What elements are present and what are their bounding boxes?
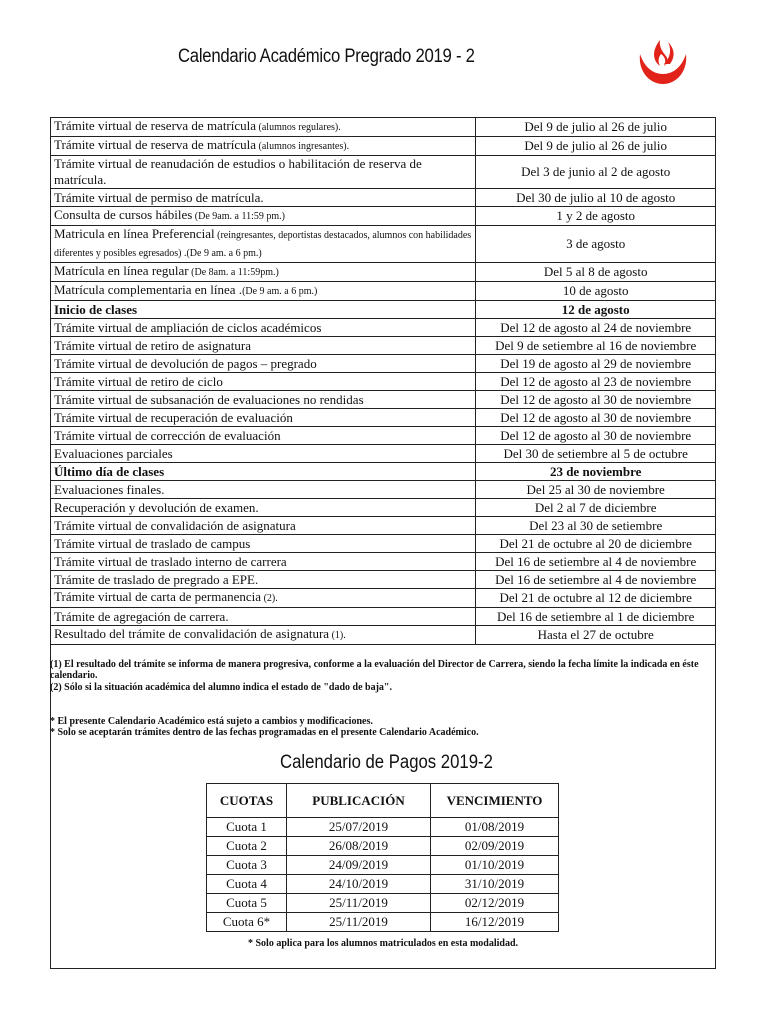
date-cell: Del 23 al 30 de setiembre: [476, 517, 716, 535]
footnote-3: * El presente Calendario Académico está sujeto a cambios y modificaciones.: [50, 716, 373, 727]
activity-label: Matrícula en línea regular: [54, 263, 189, 278]
date-cell: Del 30 de setiembre al 5 de octubre: [476, 445, 716, 463]
upc-flame-logo-icon: [634, 30, 692, 88]
table-row: [207, 875, 559, 894]
footnote-2: (2) Sólo si la situación académica del alumno indica el estado de "dado de baja".: [50, 682, 392, 693]
activity-cell: [51, 189, 476, 207]
date-cell: 23 de noviembre: [476, 463, 716, 481]
date-cell: Del 9 de julio al 26 de julio: [476, 137, 716, 156]
table-row: [51, 481, 716, 499]
activity-label: Trámite virtual de reanudación de estudios o habilitación de reserva de matrícula.: [54, 156, 422, 187]
activity-cell: [51, 355, 476, 373]
publicacion-cell: 25/11/2019: [287, 913, 431, 932]
table-row: [207, 818, 559, 837]
activity-label: Trámite virtual de subsanación de evaluaciones no rendidas: [54, 391, 364, 407]
activity-label: Trámite de traslado de pregrado a EPE.: [54, 571, 259, 587]
table-row: [51, 189, 716, 207]
activity-note: (alumnos regulares).: [256, 122, 341, 133]
date-cell: Del 12 de agosto al 24 de noviembre: [476, 319, 716, 337]
activity-note: (reingresantes, deportistas destacados, alumnos con habilidades diferentes y posibles egresados) .(De 9 am. a 6 pm.): [54, 230, 472, 259]
activity-cell: [51, 226, 476, 263]
column-header: CUOTAS: [207, 784, 287, 818]
table-row: [51, 427, 716, 445]
table-row: [207, 856, 559, 875]
vencimiento-cell: 01/10/2019: [431, 856, 559, 875]
table-row: [207, 894, 559, 913]
activity-label: Trámite virtual de traslado de campus: [54, 535, 251, 551]
activity-label: Evaluaciones parciales: [54, 445, 173, 461]
table-row: [51, 626, 716, 645]
publicacion-cell: 24/09/2019: [287, 856, 431, 875]
cuota-cell: Cuota 3: [207, 856, 287, 875]
date-cell: 10 de agosto: [476, 282, 716, 301]
activity-note: (De 8am. a 11:59pm.): [188, 267, 279, 278]
activity-note: (De 9am. a 11:59 pm.): [192, 211, 285, 222]
activity-label: Trámite virtual de retiro de ciclo: [54, 373, 223, 389]
date-cell: Del 12 de agosto al 23 de noviembre: [476, 373, 716, 391]
table-row: [207, 837, 559, 856]
activity-cell: [51, 608, 476, 626]
date-cell: Del 3 de junio al 2 de agosto: [476, 156, 716, 189]
table-row: [51, 608, 716, 626]
table-row: [51, 319, 716, 337]
activity-cell: [51, 391, 476, 409]
table-row: [51, 463, 716, 481]
table-row: [51, 207, 716, 226]
activity-cell: [51, 445, 476, 463]
activity-label: Evaluaciones finales.: [54, 481, 165, 497]
date-cell: 1 y 2 de agosto: [476, 207, 716, 226]
table-row: [51, 337, 716, 355]
activity-cell: [51, 207, 476, 226]
vencimiento-cell: 01/08/2019: [431, 818, 559, 837]
activity-cell: [51, 499, 476, 517]
vencimiento-cell: 02/09/2019: [431, 837, 559, 856]
vencimiento-cell: 16/12/2019: [431, 913, 559, 932]
activity-cell: [51, 571, 476, 589]
date-cell: Del 16 de setiembre al 1 de diciembre: [476, 608, 716, 626]
cuota-cell: Cuota 2: [207, 837, 287, 856]
activity-label: Consulta de cursos hábiles: [54, 207, 193, 222]
activity-label: Trámite virtual de permiso de matrícula.: [54, 189, 264, 205]
cuota-cell: Cuota 5: [207, 894, 287, 913]
publicacion-cell: 26/08/2019: [287, 837, 431, 856]
date-cell: Del 12 de agosto al 30 de noviembre: [476, 427, 716, 445]
activity-label: Resultado del trámite de convalidación de asignatura: [54, 626, 330, 641]
activity-label: Matrícula complementaria en línea .: [54, 282, 243, 297]
activity-cell: [51, 263, 476, 282]
table-row: [51, 263, 716, 282]
vencimiento-cell: 02/12/2019: [431, 894, 559, 913]
table-row: [51, 355, 716, 373]
table-row: [51, 391, 716, 409]
activity-cell: [51, 626, 476, 645]
activity-label: Trámite virtual de traslado interno de carrera: [54, 553, 287, 569]
activity-note: (De 9 am. a 6 pm.): [242, 286, 318, 297]
table-row: [51, 589, 716, 608]
date-cell: Del 16 de setiembre al 4 de noviembre: [476, 553, 716, 571]
activity-note: (1).: [329, 630, 346, 641]
activity-cell: [51, 282, 476, 301]
date-cell: Del 25 al 30 de noviembre: [476, 481, 716, 499]
payments-table: [206, 783, 559, 932]
activity-label: Trámite virtual de corrección de evaluación: [54, 427, 281, 443]
table-row: [51, 517, 716, 535]
activity-cell: [51, 156, 476, 189]
table-row: [207, 913, 559, 932]
date-cell: Hasta el 27 de octubre: [476, 626, 716, 645]
cuota-cell: Cuota 1: [207, 818, 287, 837]
date-cell: Del 30 de julio al 10 de agosto: [476, 189, 716, 207]
page-title: Calendario Académico Pregrado 2019 - 2: [178, 46, 475, 67]
publicacion-cell: 25/07/2019: [287, 818, 431, 837]
academic-calendar-table: [50, 117, 716, 645]
footnote-4: * Solo se aceptarán trámites dentro de las fechas programadas en el presente Calendario Académico.: [50, 727, 479, 738]
table-row: [51, 535, 716, 553]
publicacion-cell: 24/10/2019: [287, 875, 431, 894]
activity-cell: [51, 463, 476, 481]
payments-header-row: [207, 784, 559, 818]
activity-label: Matricula en línea Preferencial: [54, 226, 215, 241]
activity-label: Último día de clases: [54, 463, 165, 479]
table-row: [51, 499, 716, 517]
activity-label: Recuperación y devolución de examen.: [54, 499, 259, 515]
date-cell: Del 5 al 8 de agosto: [476, 263, 716, 282]
date-cell: Del 16 de setiembre al 4 de noviembre: [476, 571, 716, 589]
date-cell: Del 21 de octubre al 12 de diciembre: [476, 589, 716, 608]
activity-cell: [51, 373, 476, 391]
activity-label: Trámite virtual de reserva de matrícula: [54, 137, 257, 152]
date-cell: Del 12 de agosto al 30 de noviembre: [476, 391, 716, 409]
footnote-1: (1) El resultado del trámite se informa de manera progresiva, conforme a la evaluación del Director de Carrera, siendo la fecha límite la indicada en éste calendario.: [50, 659, 699, 681]
activity-cell: [51, 589, 476, 608]
activity-label: Trámite virtual de recuperación de evaluación: [54, 409, 293, 425]
activity-label: Trámite virtual de retiro de asignatura: [54, 337, 251, 353]
activity-cell: [51, 319, 476, 337]
payments-title: Calendario de Pagos 2019-2: [280, 752, 493, 773]
activity-label: Inicio de clases: [54, 301, 138, 317]
activity-cell: [51, 553, 476, 571]
activity-label: Trámite de agregación de carrera.: [54, 608, 229, 624]
table-row: [51, 282, 716, 301]
activity-label: Trámite virtual de ampliación de ciclos académicos: [54, 319, 322, 335]
date-cell: Del 19 de agosto al 29 de noviembre: [476, 355, 716, 373]
activity-cell: [51, 137, 476, 156]
column-header: PUBLICACIÓN: [287, 784, 431, 818]
activity-label: Trámite virtual de carta de permanencia: [54, 589, 262, 604]
activity-cell: [51, 409, 476, 427]
table-row: [51, 553, 716, 571]
publicacion-cell: 25/11/2019: [287, 894, 431, 913]
table-row: [51, 156, 716, 189]
activity-label: Trámite virtual de convalidación de asignatura: [54, 517, 296, 533]
date-cell: Del 12 de agosto al 30 de noviembre: [476, 409, 716, 427]
date-cell: Del 9 de julio al 26 de julio: [476, 118, 716, 137]
column-header: VENCIMIENTO: [431, 784, 559, 818]
activity-cell: [51, 481, 476, 499]
cuota-cell: Cuota 6*: [207, 913, 287, 932]
table-row: [51, 301, 716, 319]
activity-cell: [51, 118, 476, 137]
table-row: [51, 445, 716, 463]
activity-note: (alumnos ingresantes).: [256, 141, 350, 152]
payments-note: * Solo aplica para los alumnos matriculados en esta modalidad.: [247, 938, 519, 949]
table-row: [51, 409, 716, 427]
table-row: [51, 137, 716, 156]
table-row: [51, 118, 716, 137]
activity-cell: [51, 301, 476, 319]
table-row: [51, 571, 716, 589]
activity-note: (2).: [261, 593, 278, 604]
date-cell: 3 de agosto: [476, 226, 716, 263]
activity-cell: [51, 535, 476, 553]
date-cell: Del 9 de setiembre al 16 de noviembre: [476, 337, 716, 355]
date-cell: Del 2 al 7 de diciembre: [476, 499, 716, 517]
cuota-cell: Cuota 4: [207, 875, 287, 894]
table-row: [51, 373, 716, 391]
activity-cell: [51, 427, 476, 445]
table-row: [51, 226, 716, 263]
vencimiento-cell: 31/10/2019: [431, 875, 559, 894]
activity-cell: [51, 337, 476, 355]
activity-cell: [51, 517, 476, 535]
activity-label: Trámite virtual de devolución de pagos – pregrado: [54, 355, 317, 371]
date-cell: Del 21 de octubre al 20 de diciembre: [476, 535, 716, 553]
activity-label: Trámite virtual de reserva de matrícula: [54, 118, 257, 133]
date-cell: 12 de agosto: [476, 301, 716, 319]
